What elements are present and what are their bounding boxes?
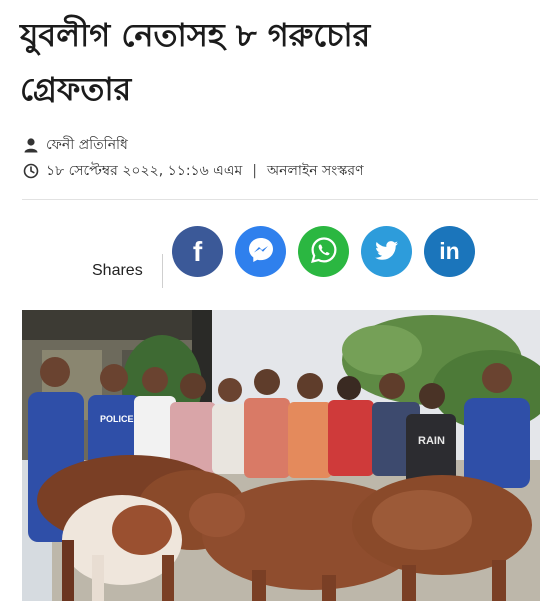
article-photo <box>22 310 540 601</box>
twitter-icon <box>372 235 402 269</box>
police-vest-text: POLICE <box>100 414 134 424</box>
meta-divider <box>22 199 538 200</box>
linkedin-icon: in <box>439 238 460 264</box>
facebook-icon: f <box>192 235 203 267</box>
linkedin-share-button[interactable] <box>424 226 475 277</box>
whatsapp-share-button[interactable] <box>298 226 349 277</box>
shares-label: Shares <box>92 262 143 279</box>
edition-label: অনলাইন সংস্করণ <box>266 163 364 179</box>
facebook-share-button[interactable] <box>172 226 223 277</box>
author-row <box>22 132 527 158</box>
author-name[interactable]: ফেনী প্রতিনিধি <box>46 137 128 153</box>
article-headline <box>20 8 525 116</box>
meta-separator: | <box>252 163 257 179</box>
shares-divider <box>162 254 163 288</box>
messenger-icon <box>246 235 276 269</box>
article-meta <box>22 132 527 184</box>
date-row <box>22 158 527 184</box>
messenger-share-button[interactable] <box>235 226 286 277</box>
clock-icon <box>22 162 40 180</box>
publish-date: ১৮ সেপ্টেম্বর ২০২২, ১১:১৬ এএম <box>46 163 243 179</box>
whatsapp-icon <box>309 235 339 269</box>
headline-line-2: গ্রেফতার <box>20 70 132 108</box>
twitter-share-button[interactable] <box>361 226 412 277</box>
headline-line-1: যুবলীগ নেতাসহ ৮ গরুচোর <box>20 16 371 54</box>
rain-shirt-text: RAIN <box>418 435 445 447</box>
user-icon <box>22 136 40 154</box>
